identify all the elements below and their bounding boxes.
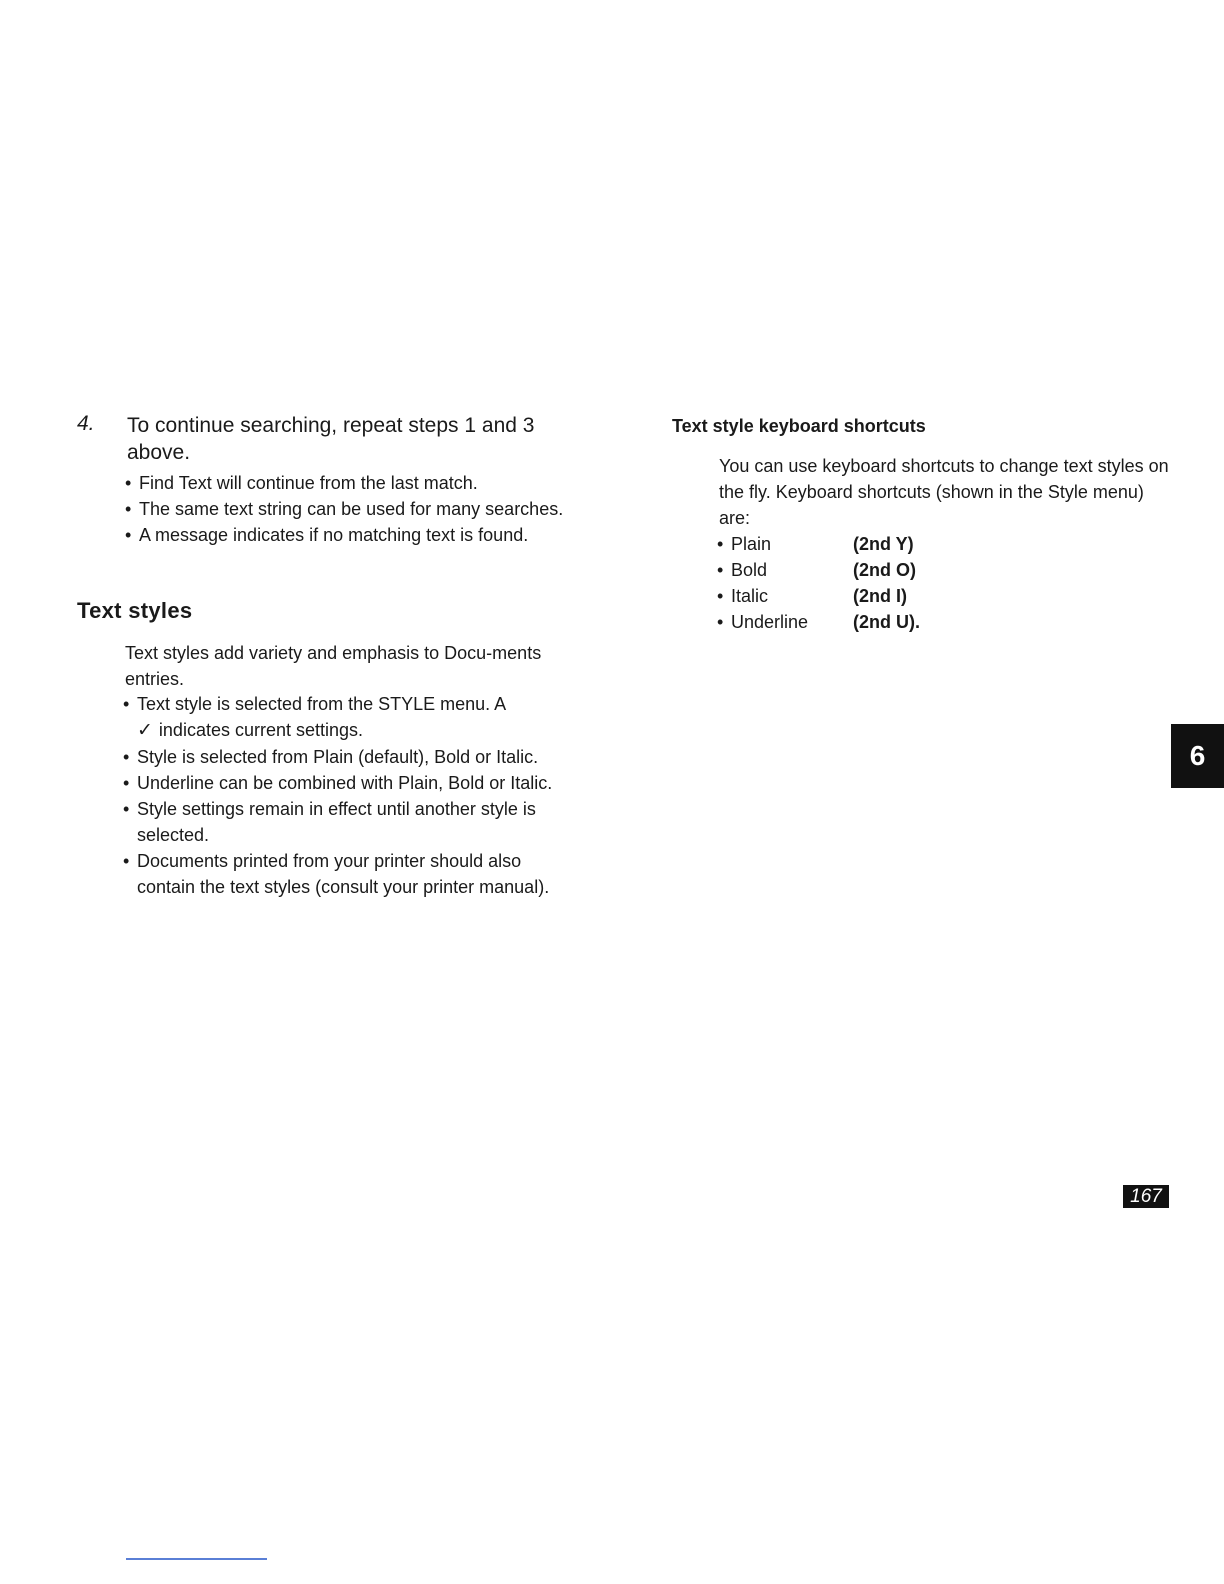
- shortcuts-heading: Text style keyboard shortcuts: [672, 416, 926, 436]
- step-text: To continue searching, repeat steps 1 and 3 above.: [127, 414, 535, 464]
- chapter-tab: 6: [1171, 724, 1224, 788]
- shortcut-key: (2nd Y): [853, 534, 914, 554]
- shortcut-row: • Underline (2nd U).: [717, 609, 920, 635]
- section-title: Text styles: [77, 598, 193, 623]
- checkmark-icon: ✓: [137, 720, 153, 741]
- shortcut-key: (2nd I): [853, 586, 907, 606]
- shortcut-key: (2nd O): [853, 560, 916, 580]
- shortcut-row: • Italic (2nd I): [717, 583, 920, 609]
- style-bullets: [123, 691, 563, 900]
- footer-rule: [126, 1558, 267, 1560]
- list-item: • Text style is selected from the STYLE menu. A ✓ indicates current settings.: [123, 694, 507, 741]
- list-item: • Find Text will continue from the last match.: [125, 473, 478, 493]
- list-item: • A message indicates if no matching text is found.: [125, 525, 529, 545]
- shortcuts-intro: You can use keyboard shortcuts to change text styles on the fly. Keyboard shortcuts (shown in the Style menu) are:: [719, 456, 1169, 528]
- shortcut-row: • Bold (2nd O): [717, 557, 920, 583]
- page-number: 167: [1123, 1185, 1169, 1208]
- list-item: • Style settings remain in effect until another style is selected.: [123, 799, 536, 845]
- list-item: • Style is selected from Plain (default), Bold or Italic.: [123, 747, 539, 767]
- list-item: • Underline can be combined with Plain, Bold or Italic.: [123, 773, 553, 793]
- shortcuts-list: [717, 531, 920, 635]
- shortcut-row: • Plain (2nd Y): [717, 531, 920, 557]
- section-intro: Text styles add variety and emphasis to Docu-ments entries.: [125, 643, 542, 689]
- shortcut-key: (2nd U).: [853, 612, 920, 632]
- list-item: • The same text string can be used for many searches.: [125, 499, 564, 519]
- list-item: • Documents printed from your printer should also contain the text styles (consult your printer manual).: [123, 851, 550, 897]
- step-number: 4.: [77, 412, 95, 435]
- step-bullets: [125, 470, 585, 548]
